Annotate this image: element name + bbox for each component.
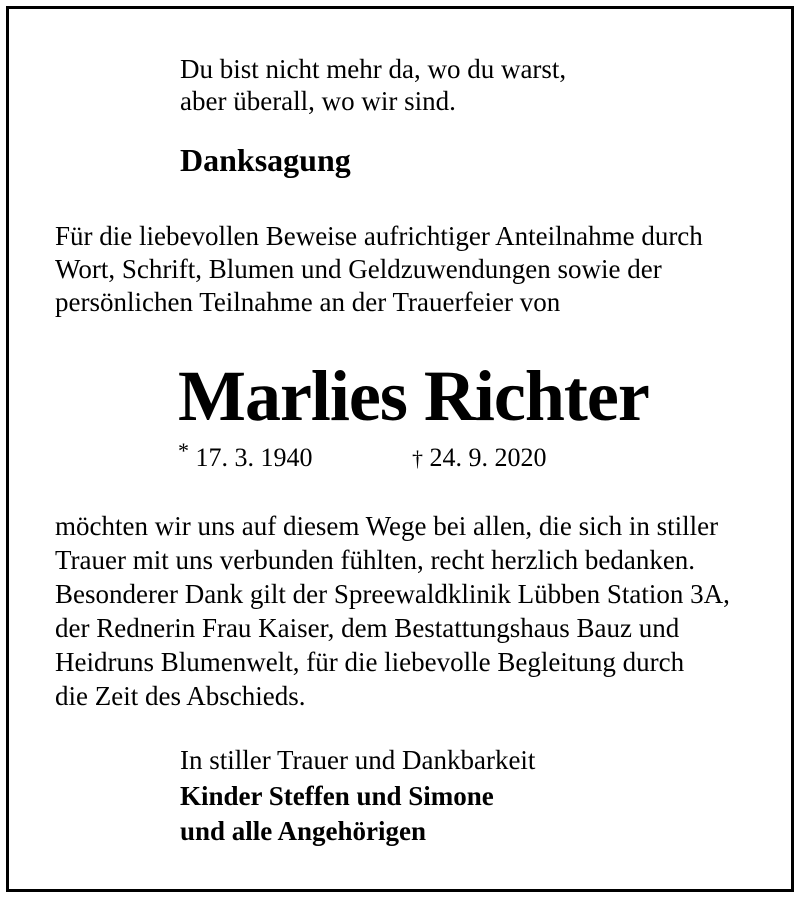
closing-family: Kinder Steffen und Simone <box>180 781 494 811</box>
body-line-2: Trauer mit uns verbunden fühlten, recht herzlich bedanken. <box>55 545 696 575</box>
body-line-3: Besonderer Dank gilt der Spreewaldklinik Lübben Station 3A, <box>55 579 730 609</box>
motto-line-2: aber überall, wo wir sind. <box>180 86 456 116</box>
body-line-4: der Rednerin Frau Kaiser, dem Bestattungshaus Bauz und <box>55 613 680 643</box>
body-line-6: die Zeit des Abschieds. <box>55 681 306 711</box>
closing-line-1: In stiller Trauer und Dankbarkeit <box>180 745 536 775</box>
body-line-1: möchten wir uns auf diesem Wege bei allen, die sich in stiller <box>55 511 719 541</box>
motto-line-1: Du bist nicht mehr da, wo du warst, <box>180 54 567 84</box>
death-date-value: 24. 9. 2020 <box>429 443 547 472</box>
intro-line-3: persönlichen Teilnahme an der Trauerfeier von <box>55 287 561 317</box>
closing-relatives: und alle Angehörigen <box>180 816 427 846</box>
deceased-name: Marlies Richter <box>178 356 649 436</box>
death-date <box>412 441 547 476</box>
birth-symbol: * <box>178 438 189 463</box>
death-symbol: † <box>412 446 423 471</box>
birth-date <box>178 438 313 476</box>
body-line-5: Heidruns Blumenwelt, für die liebevolle Begleitung durch <box>55 647 685 677</box>
intro-line-1: Für die liebevollen Beweise aufrichtiger Anteilnahme durch <box>55 221 703 251</box>
heading-danksagung: Danksagung <box>180 142 351 178</box>
birth-date-value: 17. 3. 1940 <box>195 443 313 472</box>
intro-line-2: Wort, Schrift, Blumen und Geldzuwendungen sowie der <box>55 254 662 284</box>
